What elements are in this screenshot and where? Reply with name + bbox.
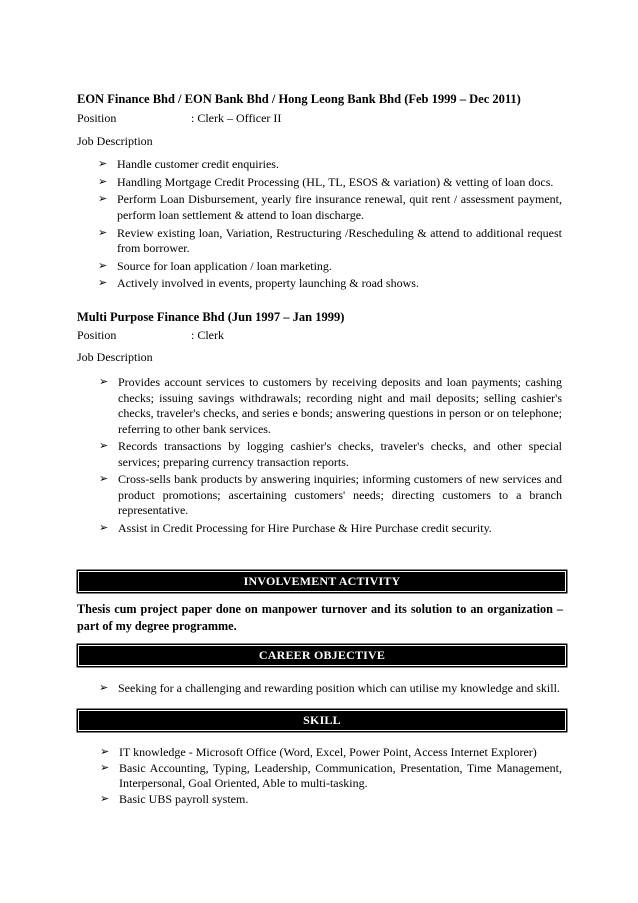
arrow-bullet-icon: ➢ (100, 761, 110, 774)
job-2-position-value: : Clerk (191, 328, 224, 342)
involvement-text: Thesis cum project paper done on manpower turnover and its solution to an organization – part of my degree programme. (77, 602, 563, 633)
job-1-title: EON Finance Bhd / EON Bank Bhd / Hong Leong Bank Bhd (Feb 1999 – Dec 2011) (77, 92, 521, 106)
job-1-bullet: ➢ Review existing loan, Variation, Restructuring /Rescheduling & attend to additional request from borrower. (98, 225, 562, 256)
job-2-bullet: ➢ Cross-sells bank products by answering inquiries; informing customers of new services and product promotions; ascertaining customers' needs; directing customers to a branch representative. (99, 472, 562, 518)
career-objective-bullet: ➢ Seeking for a challenging and rewarding position which can utilise my knowledge and skill. (99, 681, 560, 695)
arrow-bullet-icon: ➢ (99, 682, 109, 694)
job-2-position-label: Position (77, 328, 117, 342)
job-1-bullet: ➢ Handling Mortgage Credit Processing (HL, TL, ESOS & variation) & vetting of loan docs. (98, 174, 554, 189)
job-1-bullet: ➢ Source for loan application / loan marketing. (98, 258, 332, 273)
job-1-bullet: ➢ Perform Loan Disbursement, yearly fire insurance renewal, quit rent / assessment payment, perform loan settlement & attend to loan discharge. (98, 192, 562, 222)
arrow-bullet-icon: ➢ (100, 792, 110, 805)
arrow-bullet-icon: ➢ (98, 226, 108, 239)
arrow-bullet-icon: ➢ (98, 175, 108, 188)
job-1-bullet-list (94, 157, 562, 294)
arrow-bullet-icon: ➢ (99, 376, 109, 388)
career-objective-section-header: CAREER OBJECTIVE (79, 646, 565, 665)
job-2-description-label: Job Description (77, 350, 153, 364)
arrow-bullet-icon: ➢ (99, 522, 109, 535)
job-1-bullet: ➢ Actively involved in events, property launching & road shows. (98, 276, 419, 291)
arrow-bullet-icon: ➢ (100, 746, 110, 758)
job-1-position-label: Position (77, 111, 117, 125)
job-2-position-row (77, 328, 224, 343)
skill-bullet: ➢ IT knowledge - Microsoft Office (Word, Excel, Power Point, Access Internet Explorer) (100, 745, 537, 759)
arrow-bullet-icon: ➢ (99, 473, 109, 486)
job-2-bullet: ➢ Records transactions by logging cashier's checks, traveler's checks, and other special services; preparing currency transaction reports. (99, 439, 562, 469)
job-1-description-label: Job Description (77, 134, 153, 148)
job-2-bullet: ➢ Provides account services to customers by receiving deposits and loan payments; cashing checks; issuing savings withdrawals; recording night and mail deposits; selling cashier's checks, traveler's checks, and series e bonds; answering questions in person or on telephone; referring to other bank services. (99, 375, 562, 436)
job-1-position-row (77, 111, 281, 126)
skill-bullet: ➢ Basic UBS payroll system. (100, 791, 249, 806)
arrow-bullet-icon: ➢ (98, 193, 108, 206)
career-objective-list (95, 681, 563, 699)
arrow-bullet-icon: ➢ (99, 440, 109, 453)
skill-bullet: ➢ Basic Accounting, Typing, Leadership, Communication, Presentation, Time Management, Interpersonal, Goal Oriented, Able to multi-tasking. (100, 760, 562, 790)
involvement-section-header: INVOLVEMENT ACTIVITY (79, 572, 565, 591)
job-1-bullet: ➢ Handle customer credit enquiries. (98, 157, 279, 171)
arrow-bullet-icon: ➢ (98, 158, 108, 170)
job-1-position-value: : Clerk – Officer II (191, 111, 282, 125)
job-2-title: Multi Purpose Finance Bhd (Jun 1997 – Jan 1999) (77, 310, 345, 324)
skill-section-header: SKILL (79, 711, 565, 730)
job-2-bullet: ➢ Assist in Credit Processing for Hire Purchase & Hire Purchase credit security. (99, 521, 492, 536)
skill-list (96, 745, 562, 807)
job-2-bullet-list (95, 375, 562, 539)
arrow-bullet-icon: ➢ (98, 259, 108, 272)
arrow-bullet-icon: ➢ (98, 277, 108, 290)
